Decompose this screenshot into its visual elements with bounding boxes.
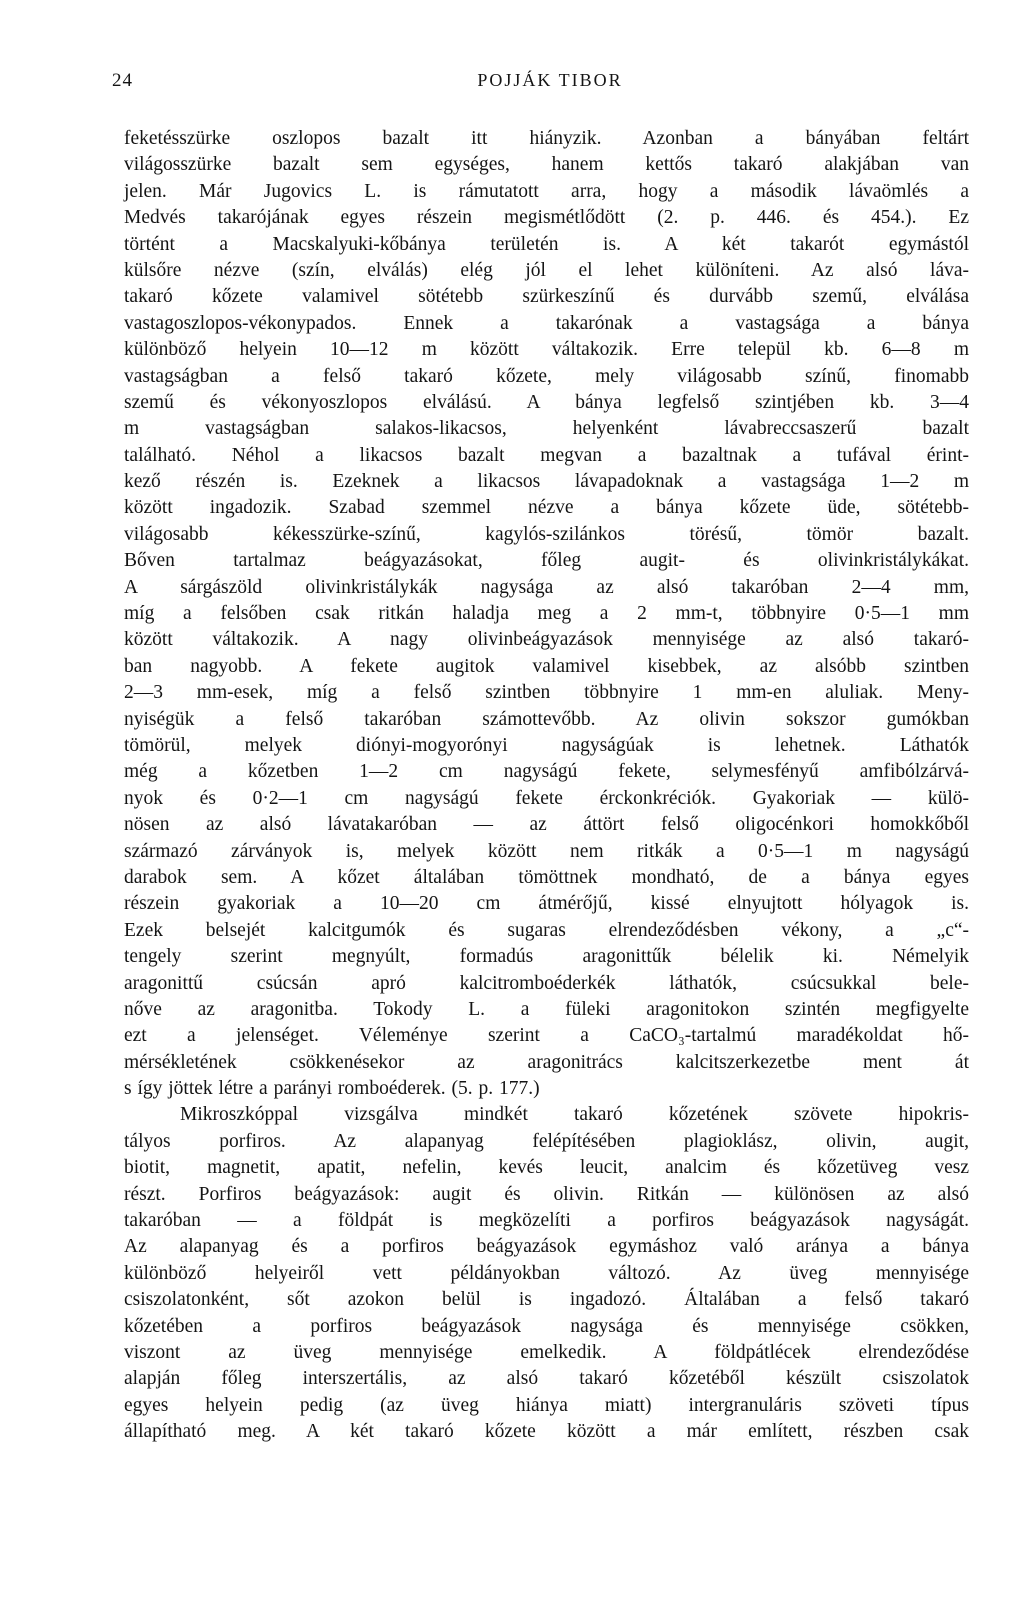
text-line: Ezek belsejét kalcitgumók és sugaras elrendeződésben vékony, a „c“- xyxy=(124,919,969,941)
text-line: külsőre nézve (szín, elválás) elég jól el lehet különíteni. Az alsó láva- xyxy=(124,259,969,281)
text-line: kőzetében a porfiros beágyazások nagysága és mennyisége csökken, xyxy=(124,1315,969,1337)
text-line: tályos porfiros. Az alapanyag felépítésében plagioklász, olivin, augit, xyxy=(124,1130,969,1152)
text-line: m vastagságban salakos-likacsos, helyenként lávabreccsaszerű bazalt xyxy=(124,418,969,440)
text-line: ezt a jelenséget. Véleménye szerint a CaCO₃-tartalmú maradékoldat hő- xyxy=(124,1025,969,1047)
text-line: ban nagyobb. A fekete augitok valamivel kisebbek, az alsóbb szintben xyxy=(124,655,969,677)
text-line: részt. Porfiros beágyazások: augit és olivin. Ritkán — különösen az alsó xyxy=(124,1183,969,1205)
body-text xyxy=(124,126,969,1446)
text-line: kező részén is. Ezeknek a likacsos lávapadoknak a vastagsága 1—2 m xyxy=(124,471,969,493)
text-line: biotit, magnetit, apatit, nefelin, kevés leucit, analcim és kőzetüveg vesz xyxy=(124,1157,969,1179)
text-line: történt a Macskalyuki-kőbánya területén is. A két takarót egymástól xyxy=(124,233,969,255)
text-line: Mikroszkóppal vizsgálva mindkét takaró kőzetének szövete hipokris- xyxy=(180,1104,969,1126)
text-line: tengely szerint megnyúlt, formadús aragonittűk bélelik ki. Némelyik xyxy=(124,946,969,968)
text-line: nyok és 0·2—1 cm nagyságú fekete érckonkréciók. Gyakoriak — külö- xyxy=(124,787,969,809)
text-line: állapítható meg. A két takaró kőzete között a már említett, részben csak xyxy=(124,1421,969,1443)
text-line: Az alapanyag és a porfiros beágyazások egymáshoz való aránya a bánya xyxy=(124,1236,969,1258)
text-line: A sárgászöld olivinkristálykák nagysága az alsó takaróban 2—4 mm, xyxy=(124,576,969,598)
text-line: darabok sem. A kőzet általában tömöttnek mondható, de a bánya egyes xyxy=(124,866,969,888)
text-line: viszont az üveg mennyisége emelkedik. A földpátlécek elrendeződése xyxy=(124,1341,969,1363)
text-line: még a kőzetben 1—2 cm nagyságú fekete, selymesfényű amfibólzárvá- xyxy=(124,761,969,783)
text-line: világosszürke bazalt sem egységes, hanem kettős takaró alakjában van xyxy=(124,154,969,176)
text-line: Bőven tartalmaz beágyazásokat, főleg augit- és olivinkristálykákat. xyxy=(124,550,969,572)
text-line: mérsékletének csökkenésekor az aragonitrács kalcitszerkezetbe ment át xyxy=(124,1051,969,1073)
text-line: takaró kőzete valamivel sötétebb szürkeszínű és durvább szemű, elválása xyxy=(124,286,969,308)
running-head: POJJÁK TIBOR xyxy=(477,70,623,90)
text-line: között váltakozik. A nagy olivinbeágyazások mennyisége az alsó takaró- xyxy=(124,629,969,651)
text-line: csiszolatonként, sőt azokon belül is ingadozó. Általában a felső takaró xyxy=(124,1289,969,1311)
text-line: jelen. Már Jugovics L. is rámutatott arra, hogy a második lávaömlés a xyxy=(124,180,969,202)
text-line: nyiségük a felső takaróban számottevőbb. Az olivin sokszor gumókban xyxy=(124,708,969,730)
text-line: között ingadozik. Szabad szemmel nézve a bánya kőzete üde, sötétebb- xyxy=(124,497,969,519)
text-line: egyes helyein pedig (az üveg hiánya miatt) intergranuláris szöveti típus xyxy=(124,1394,969,1416)
text-line: aragonittű csúcsán apró kalcitromboéderkék láthatók, csúcsukkal bele- xyxy=(124,972,969,994)
text-line: különböző helyein 10—12 m között váltakozik. Erre települ kb. 6—8 m xyxy=(124,339,969,361)
text-line: takaróban — a földpát is megközelíti a porfiros beágyazások nagyságát. xyxy=(124,1210,969,1232)
text-line: Medvés takarójának egyes részein megismétlődött (2. p. 446. és 454.). Ez xyxy=(124,207,969,229)
text-line: található. Néhol a likacsos bazalt megvan a bazaltnak a tufával érint- xyxy=(124,444,969,466)
text-line: s így jöttek létre a parányi romboéderek. (5. p. 177.) xyxy=(124,1078,540,1100)
text-line: vastagoszlopos-vékonypados. Ennek a takarónak a vastagsága a bánya xyxy=(124,312,969,334)
text-line: alapján főleg interszertális, az alsó takaró kőzetéből készült csiszolatok xyxy=(124,1368,969,1390)
page-number: 24 xyxy=(112,70,133,91)
text-line: szemű és vékonyoszlopos elválású. A bánya legfelső szintjében kb. 3—4 xyxy=(124,391,969,413)
text-line: világosabb kékesszürke-színű, kagylós-szilánkos törésű, tömör bazalt. xyxy=(124,523,969,545)
text-line: vastagságban a felső takaró kőzete, mely világosabb színű, finomabb xyxy=(124,365,969,387)
text-line: részein gyakoriak a 10—20 cm átmérőjű, kissé elnyujtott hólyagok is. xyxy=(124,893,969,915)
text-line: különböző helyeiről vett példányokban változó. Az üveg mennyisége xyxy=(124,1262,969,1284)
text-line: származó zárványok is, melyek között nem ritkák a 0·5—1 m nagyságú xyxy=(124,840,969,862)
text-line: nösen az alsó lávatakaróban — az áttört felső oligocénkori homokkőből xyxy=(124,814,969,836)
text-line: tömörül, melyek diónyi-mogyorónyi nagyságúak is lehetnek. Láthatók xyxy=(124,734,969,756)
text-line: nőve az aragonitba. Tokody L. a füleki aragonitokon szintén megfigyelte xyxy=(124,998,969,1020)
text-line: míg a felsőben csak ritkán haladja meg a 2 mm-t, többnyire 0·5—1 mm xyxy=(124,603,969,625)
text-line: feketésszürke oszlopos bazalt itt hiányzik. Azonban a bányában feltárt xyxy=(124,128,969,149)
text-line: 2—3 mm-esek, míg a felső szintben többnyire 1 mm-en aluliak. Meny- xyxy=(124,682,969,704)
page-header xyxy=(112,70,968,96)
